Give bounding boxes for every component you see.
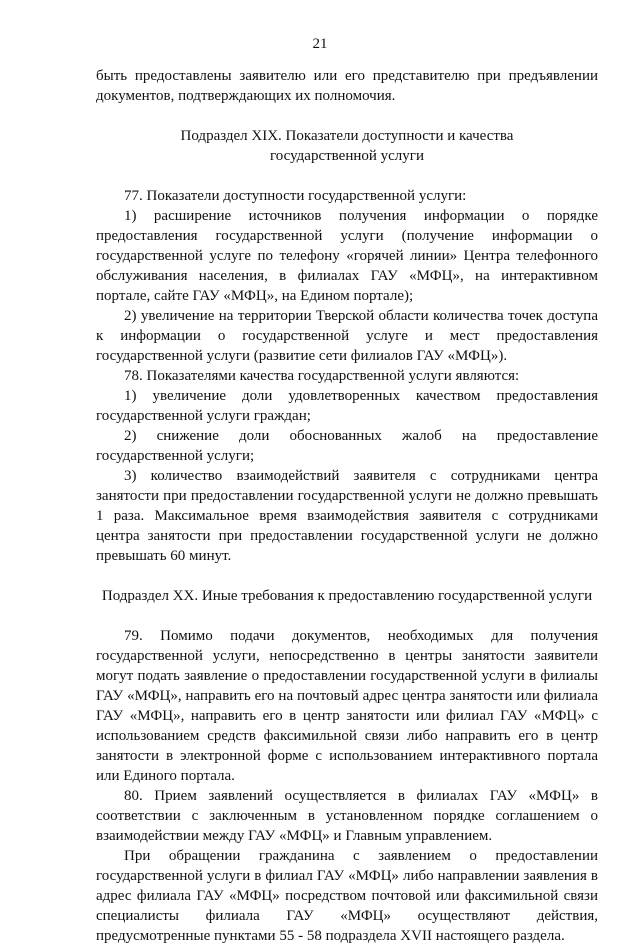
paragraph-78-3: 3) количество взаимодействий заявителя с сотрудниками центра занятости при предоставлении государственной услуги не должно превышать 1 раза. Максимальное время взаимодействия заявителя с сотрудниками центра занятости при предоставлении государственной услуги не должно превышать 60 минут. (96, 468, 598, 564)
page-number: 21 (312, 36, 328, 52)
section-19-title-line2: государственной услуги (270, 148, 424, 164)
paragraph-79: 79. Помимо подачи документов, необходимых для получения государственной услуги, непосредственно в центры занятости заявители могут подать заявление о предоставлении государственной услуги в филиалы ГАУ «МФЦ», направить его на почтовый адрес центра занятости или филиала ГАУ «МФЦ», направить его в центр занятости или филиал ГАУ «МФЦ» с использованием средств факсимильной связи либо направить его в центр занятости в электронной форме с использованием интерактивного портала или Единого портала. (96, 628, 598, 784)
paragraph-77-1: 1) расширение источников получения информации о порядке предоставления государственной услуги (получение информации о государственной услуге по телефону «горячей линии» Центра телефонного обслуживания населения, в филиалах ГАУ «МФЦ», на интерактивном портале, сайте ГАУ «МФЦ», на Едином портале); (96, 208, 598, 304)
document-body (96, 66, 598, 946)
section-20-title: Подраздел XX. Иные требования к предоставлению государственной услуги (101, 588, 593, 604)
paragraph-80: 80. Прием заявлений осуществляется в филиалах ГАУ «МФЦ» в соответствии с заключенным в установленном порядке соглашением о взаимодействии между ГАУ «МФЦ» и Главным управлением. (96, 788, 598, 844)
paragraph-77: 77. Показатели доступности государственной услуги: (124, 188, 467, 204)
paragraph-78-1: 1) увеличение доли удовлетворенных качеством предоставления государственной услуги граждан; (96, 388, 598, 424)
paragraph-78-2: 2) снижение доли обоснованных жалоб на предоставление государственной услуги; (96, 428, 598, 464)
paragraph-80-continued: При обращении гражданина с заявлением о предоставлении государственной услуги в филиал ГАУ «МФЦ» либо направлении заявления в адрес филиала ГАУ «МФЦ» посредством почтовой или факсимильной связи специалисты филиала ГАУ «МФЦ» осуществляют действия, предусмотренные пунктами 55 - 58 подраздела XVII настоящего раздела. (96, 848, 598, 944)
paragraph-78: 78. Показателями качества государственной услуги являются: (124, 368, 520, 384)
paragraph-77-2: 2) увеличение на территории Тверской области количества точек доступа к информации о государственной услуге и мест предоставления государственной услуги (развитие сети филиалов ГАУ «МФЦ»). (96, 308, 598, 364)
intro-paragraph: быть предоставлены заявителю или его представителю при предъявлении документов, подтверждающих их полномочия. (96, 68, 598, 104)
section-19-title-line1: Подраздел XIX. Показатели доступности и качества (180, 128, 514, 144)
